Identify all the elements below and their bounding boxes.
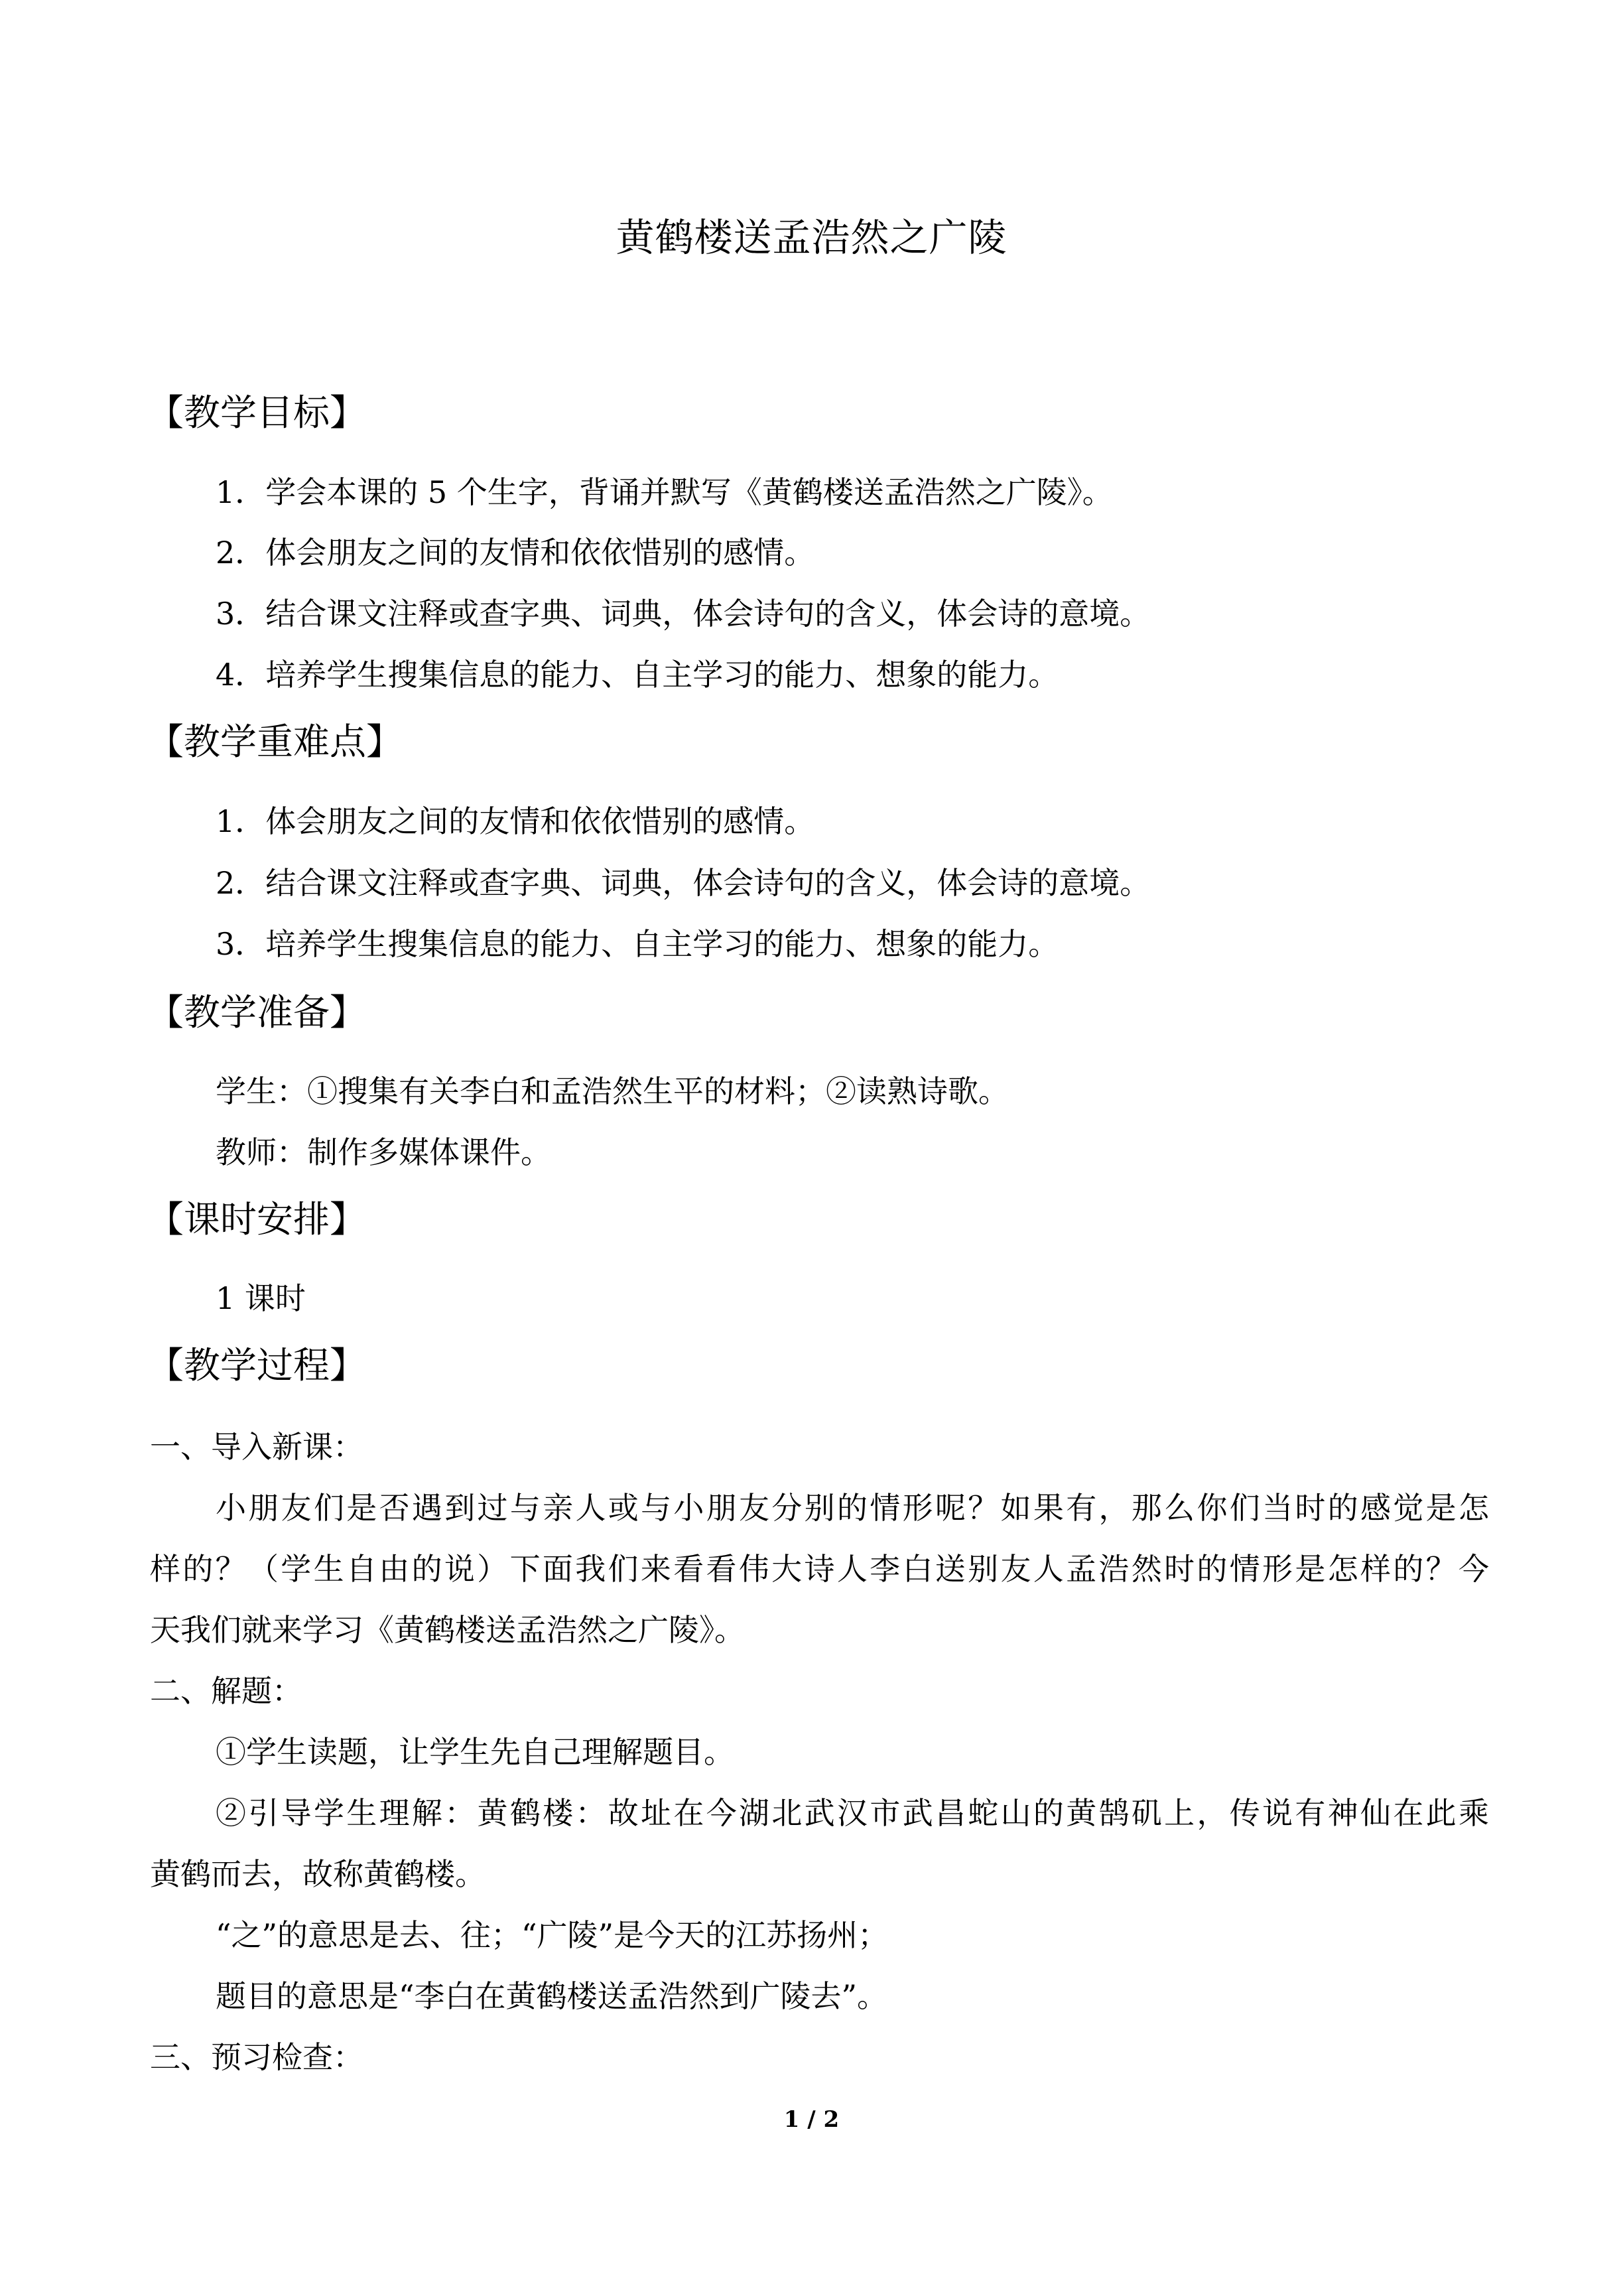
section-heading-schedule: 【课时安排】 — [147, 1198, 367, 1241]
process-paragraph-line: 小朋友们是否遇到过与亲人或与小朋友分别的情形呢？如果有，那么你们当时的感觉是怎 — [216, 1490, 1489, 1526]
page-number: 1 / 2 — [783, 2106, 840, 2133]
process-part-heading: 二、解题： — [150, 1673, 302, 1709]
key-point-item: 1．体会朋友之间的友情和依依惜别的感情。 — [216, 803, 815, 839]
key-point-item: 3．培养学生搜集信息的能力、自主学习的能力、想象的能力。 — [216, 926, 1059, 962]
process-part-heading: 三、预习检查： — [150, 2039, 363, 2075]
process-paragraph-line: 黄鹤而去，故称黄鹤楼。 — [150, 1856, 486, 1892]
objective-item: 3．结合课文注释或查字典、词典，体会诗句的含义，体会诗的意境。 — [216, 596, 1151, 632]
process-paragraph-line: 样的？（学生自由的说）下面我们来看看伟大诗人李白送别友人孟浩然时的情形是怎样的？今 — [150, 1551, 1489, 1587]
objective-item: 1．学会本课的 5 个生字，背诵并默写《黄鹤楼送孟浩然之广陵》。 — [216, 474, 1113, 510]
process-part-heading: 一、导入新课： — [150, 1429, 363, 1465]
objective-item: 2．体会朋友之间的友情和依依惜别的感情。 — [216, 535, 815, 571]
section-heading-process: 【教学过程】 — [147, 1344, 367, 1386]
section-heading-key-points: 【教学重难点】 — [147, 720, 403, 763]
document-title: 黄鹤楼送孟浩然之广陵 — [616, 215, 1007, 260]
objective-item: 4．培养学生搜集信息的能力、自主学习的能力、想象的能力。 — [216, 657, 1059, 693]
section-heading-objectives: 【教学目标】 — [147, 391, 367, 434]
schedule-text: 1 课时 — [216, 1280, 306, 1316]
preparation-item: 教师：制作多媒体课件。 — [216, 1134, 551, 1170]
process-paragraph-line: ①学生读题，让学生先自己理解题目。 — [216, 1734, 734, 1770]
process-paragraph-line: “之”的意思是去、往；“广陵”是今天的江苏扬州； — [216, 1917, 889, 1953]
key-point-item: 2．结合课文注释或查字典、词典，体会诗句的含义，体会诗的意境。 — [216, 865, 1151, 901]
process-paragraph-line: ②引导学生理解：黄鹤楼：故址在今湖北武汉市武昌蛇山的黄鹄矶上，传说有神仙在此乘 — [216, 1795, 1489, 1831]
process-paragraph-line: 天我们就来学习《黄鹤楼送孟浩然之广陵》。 — [150, 1612, 745, 1648]
preparation-item: 学生：①搜集有关李白和孟浩然生平的材料；②读熟诗歌。 — [216, 1073, 1009, 1109]
process-paragraph-line: 题目的意思是“李白在黄鹤楼送孟浩然到广陵去”。 — [216, 1978, 888, 2014]
section-heading-preparation: 【教学准备】 — [147, 991, 367, 1034]
